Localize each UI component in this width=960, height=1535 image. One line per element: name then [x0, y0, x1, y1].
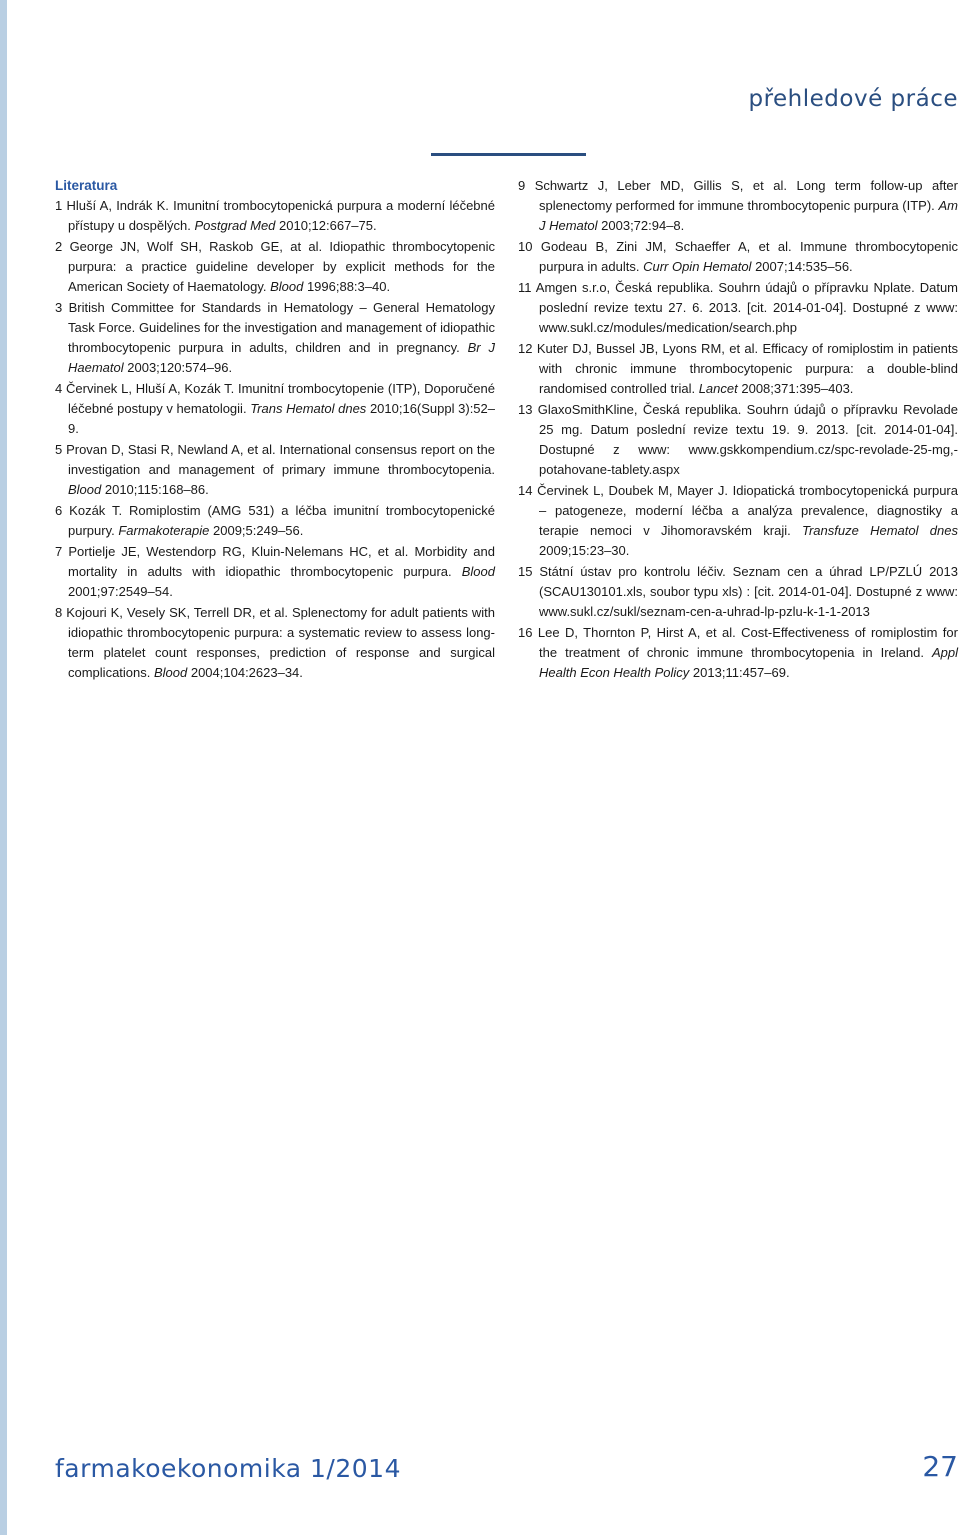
reference-journal: Curr Opin Hematol	[643, 259, 752, 274]
reference-text: Godeau B, Zini JM, Schaeffer A, et al. Immune thrombocytopenic purpura in adults.	[539, 239, 958, 274]
column-rule	[431, 153, 586, 156]
reference-text: Červinek L, Hluší A, Kozák T. Imunitní trombocytopenie (ITP), Doporučené léčebné postupy v hematologii.	[66, 381, 495, 416]
reference-list-right	[518, 176, 958, 683]
reference-item	[55, 501, 495, 541]
reference-citation: 2003;120:574‒96.	[123, 360, 233, 375]
reference-number: 3	[55, 300, 63, 315]
reference-citation: 2004;104:2623‒34.	[187, 665, 303, 680]
reference-item	[518, 481, 958, 561]
reference-number: 7	[55, 544, 63, 559]
reference-number: 14	[518, 483, 533, 498]
reference-item	[55, 237, 495, 297]
reference-text: Červinek L, Doubek M, Mayer J. Idiopatická trombocytopenická purpura ‒ patogeneze, moderní léčba a analýza prevalence, diagnostiky a terapie nemoci v Jihomoravském kraji.	[537, 483, 958, 538]
reference-item	[518, 176, 958, 236]
reference-citation: 2003;72:94‒8.	[597, 218, 685, 233]
reference-text: Lee D, Thornton P, Hirst A, et al. Cost-Effectiveness of romiplostim for the treatment of chronic immune thrombocytopenia in Ireland.	[537, 625, 958, 660]
reference-citation: 2007;14:535‒56.	[751, 259, 853, 274]
reference-item	[518, 562, 958, 622]
reference-list-left	[55, 196, 495, 683]
reference-number: 10	[518, 239, 533, 254]
reference-text: Kojouri K, Vesely SK, Terrell DR, et al. Splenectomy for adult patients with idiopathic thrombocytopenic purpura: a systematic review to assess long-term platelet count responses, prediction of response and surgical complications.	[66, 605, 495, 680]
reference-number: 5	[55, 442, 63, 457]
reference-journal: Postgrad Med	[194, 218, 276, 233]
reference-number: 2	[55, 239, 63, 254]
reference-item	[55, 542, 495, 602]
literature-heading: Literatura	[55, 178, 118, 193]
reference-journal: Lancet	[698, 381, 738, 396]
reference-journal: Br J Haematol	[68, 340, 495, 375]
references-left-column	[55, 176, 495, 684]
reference-number: 13	[518, 402, 533, 417]
reference-journal: Appl Health Econ Health Policy	[539, 645, 958, 680]
references-right-column	[518, 176, 958, 684]
reference-text: George JN, Wolf SH, Raskob GE, at al. Idiopathic thrombocytopenic purpura: a practice guideline developer by explicit methods for the American Society of Haematology.	[68, 239, 495, 294]
reference-text: Portielje JE, Westendorp RG, Kluin-Nelemans HC, et al. Morbidity and mortality in adults with idiopathic thrombocytopenic purpura.	[68, 544, 495, 579]
reference-journal: Blood	[270, 279, 304, 294]
reference-number: 4	[55, 381, 63, 396]
reference-item	[55, 379, 495, 439]
reference-citation: 1996;88:3‒40.	[303, 279, 391, 294]
reference-text: Kozák T. Romiplostim (AMG 531) a léčba imunitní trombocytopenické purpury.	[68, 503, 495, 538]
reference-item	[518, 623, 958, 683]
reference-item	[518, 339, 958, 399]
reference-journal: Am J Hematol	[539, 198, 958, 233]
reference-citation: 2009;5:249‒56.	[209, 523, 304, 538]
reference-number: 9	[518, 178, 526, 193]
page-number: 27	[922, 1450, 958, 1483]
reference-citation: 2001;97:2549‒54.	[68, 584, 173, 599]
left-margin-bar	[0, 0, 7, 1535]
reference-number: 8	[55, 605, 63, 620]
reference-item	[518, 278, 958, 338]
footer-journal: farmakoekonomika 1/2014	[55, 1454, 401, 1483]
reference-text: Amgen s.r.o, Česká republika. Souhrn údajů o přípravku Nplate. Datum poslední revize textu 27. 6. 2013. [cit. 2014-01-04]. Dostupné z www: www.sukl.cz/modules/medication/search.php	[535, 280, 959, 335]
reference-citation: 2010;12:667‒75.	[275, 218, 377, 233]
reference-journal: Trans Hematol dnes	[250, 401, 367, 416]
reference-number: 15	[518, 564, 533, 579]
reference-text: Provan D, Stasi R, Newland A, et al. International consensus report on the investigation and management of primary immune thrombocytopenia.	[66, 442, 495, 477]
reference-citation: 2013;11:457‒69.	[689, 665, 790, 680]
reference-journal: Blood	[153, 665, 188, 680]
reference-item	[55, 196, 495, 236]
reference-number: 16	[518, 625, 533, 640]
reference-item	[55, 440, 495, 500]
reference-number: 11	[518, 280, 532, 295]
reference-text: Kuter DJ, Bussel JB, Lyons RM, et al. Efficacy of romiplostim in patients with chronic immune thrombocytopenic purpura: a double-blind randomised controlled trial.	[536, 341, 958, 396]
reference-item	[55, 298, 495, 378]
reference-item	[518, 400, 958, 480]
reference-text: British Committee for Standards in Hematology ‒ General Hematology Task Force. Guidelines for the investigation and management of idiopathic thrombocytopenic purpura in adults, children and in pregnancy.	[68, 300, 495, 355]
section-label: přehledové práce	[748, 86, 958, 112]
reference-citation: 2010;16(Suppl 3):52‒9.	[68, 401, 495, 436]
reference-text: Schwartz J, Leber MD, Gillis S, et al. Long term follow-up after splenectomy performed for immune thrombocytopenic purpura (ITP).	[534, 178, 958, 213]
reference-citation: 2010;115:168‒86.	[101, 482, 209, 497]
reference-number: 12	[518, 341, 533, 356]
reference-number: 1	[55, 198, 63, 213]
reference-journal: Farmakoterapie	[118, 523, 210, 538]
reference-text: Hluší A, Indrák K. Imunitní trombocytopenická purpura a moderní léčebné přístupy u dospělých.	[66, 198, 495, 233]
reference-text: Státní ústav pro kontrolu léčiv. Seznam cen a úhrad LP/PZLÚ 2013 (SCAU130101.xls, soubor typu xls) : [cit. 2014-01-04]. Dostupné z www: www.sukl.cz/sukl/seznam-cen-a-uhrad-lp-pzlu-k-1-1-2013	[539, 564, 958, 619]
reference-citation: 2009;15:23‒30.	[539, 543, 630, 558]
reference-item	[55, 603, 495, 683]
reference-journal: Transfuze Hematol dnes	[802, 523, 958, 538]
reference-journal: Blood	[68, 482, 102, 497]
reference-citation: 2008;371:395‒403.	[737, 381, 854, 396]
reference-journal: Blood	[461, 564, 495, 579]
reference-text: GlaxoSmithKline, Česká republika. Souhrn údajů o přípravku Revolade 25 mg. Datum poslední revize textu 19. 9. 2013. [cit. 2014-01-04]. Dostupné z www: www.gskkompendium.cz/spc-revolade-25-mg,-potahovane-tablety.aspx	[537, 402, 958, 477]
reference-number: 6	[55, 503, 63, 518]
reference-item	[518, 237, 958, 277]
